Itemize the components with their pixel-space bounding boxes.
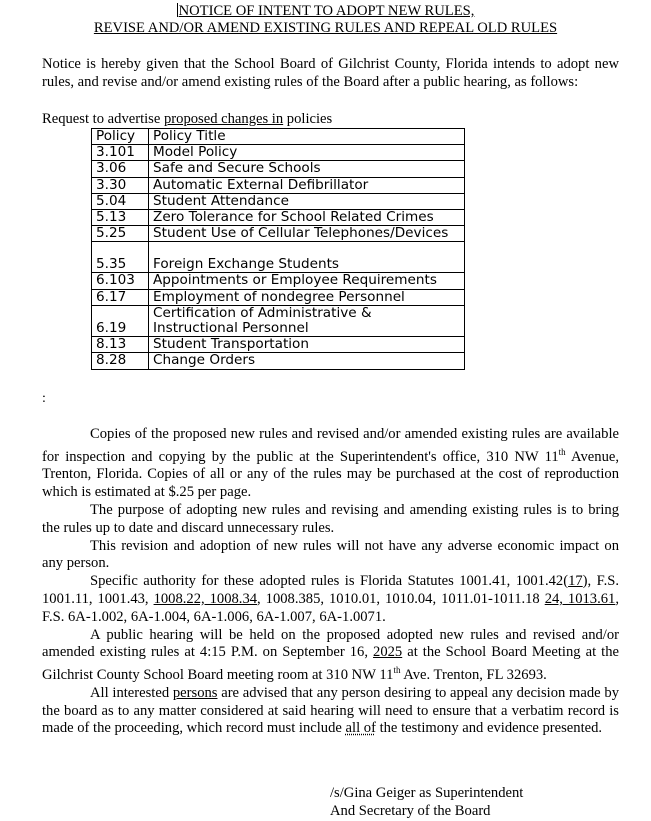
table-row bbox=[92, 305, 465, 336]
stray-colon: : bbox=[42, 391, 46, 406]
notice-title-line1: NOTICE OF INTENT TO ADOPT NEW RULES, bbox=[178, 3, 475, 19]
table-row bbox=[92, 353, 465, 369]
policy-title: Change Orders bbox=[149, 353, 465, 369]
table-row bbox=[92, 161, 465, 177]
paragraph-purpose: The purpose of adopting new rules and revising and amending existing rules is to bring the rules up to date and discard unnecessary rules. bbox=[42, 502, 619, 536]
policy-title: Student Attendance bbox=[149, 193, 465, 209]
table-header-row bbox=[92, 129, 465, 145]
paragraph-appeal: All interested persons are advised that any person desiring to appeal any decision made by the board as to any matter considered at said hearing will need to ensure that a verbatim record is made of the proceeding, which record must include all of the testimony and evidence presented. bbox=[42, 684, 619, 737]
policy-title: Safe and Secure Schools bbox=[149, 161, 465, 177]
table-row bbox=[92, 145, 465, 161]
policy-title: Automatic External Defibrillator bbox=[149, 177, 465, 193]
signature-title: And Secretary of the Board bbox=[330, 803, 491, 819]
table-row bbox=[92, 226, 465, 242]
policy-number: 8.13 bbox=[92, 337, 149, 353]
policy-table bbox=[91, 128, 465, 370]
policy-title: Zero Tolerance for School Related Crimes bbox=[149, 210, 465, 226]
table-row bbox=[92, 242, 465, 273]
table-row bbox=[92, 210, 465, 226]
policy-title: Certification of Administrative & Instructional Personnel bbox=[149, 305, 465, 336]
paragraph-hearing: A public hearing will be held on the proposed adopted new rules and revised and/or amended existing rules at 4:15 P.M. on September 16, 2025 at the School Board Meeting at the Gilchrist County School Board meeting room at 310 NW 11th Ave. Trenton, FL 32693. bbox=[42, 626, 619, 684]
policy-number: 5.04 bbox=[92, 193, 149, 209]
policy-title: Student Transportation bbox=[149, 337, 465, 353]
policy-number: 3.101 bbox=[92, 145, 149, 161]
policy-title: Employment of nondegree Personnel bbox=[149, 289, 465, 305]
column-header-policy: Policy bbox=[92, 129, 149, 145]
policy-number: 5.25 bbox=[92, 226, 149, 242]
paragraph-authority: Specific authority for these adopted rules is Florida Statutes 1001.41, 1001.42(17), F.S. 1001.11, 1001.43, 1008.22, 1008.34, 1008.385, 1010.01, 1010.04, 1011.01-1011.18 24, 1013.61, F.S. 6A-1.002, 6A-1.004, 6A-1.006, 6A-1.007, 6A-1.0071. bbox=[42, 573, 619, 625]
notice-intro: Notice is hereby given that the School Board of Gilchrist County, Florida intends to adopt new rules, and revise and/or amend existing rules of the Board after a public hearing, as follows: bbox=[42, 56, 619, 90]
policy-title: Model Policy bbox=[149, 145, 465, 161]
notice-title-line2: REVISE AND/OR AMEND EXISTING RULES AND REPEAL OLD RULES bbox=[93, 20, 558, 36]
notice-body bbox=[42, 426, 619, 738]
paragraph-economic-impact: This revision and adoption of new rules will not have any adverse economic impact on any person. bbox=[42, 537, 619, 572]
policy-title: Student Use of Cellular Telephones/Devices bbox=[149, 226, 465, 242]
table-row bbox=[92, 273, 465, 289]
signature-line: /s/Gina Geiger as Superintendent bbox=[330, 785, 524, 801]
request-line: Request to advertise proposed changes in policies bbox=[42, 111, 333, 127]
table-row bbox=[92, 193, 465, 209]
policy-number: 5.35 bbox=[92, 242, 149, 273]
policy-title: Appointments or Employee Requirements bbox=[149, 273, 465, 289]
paragraph-copies: Copies of the proposed new rules and revised and/or amended existing rules are available for inspection and copying by the public at the Superintendent's office, 310 NW 11th Avenue, Trenton, Florida. Copies of all or any of the rules may be purchased at the cost of reproduction which is estimated at $.25 per page. bbox=[42, 426, 620, 501]
column-header-title: Policy Title bbox=[149, 129, 465, 145]
policy-title: Foreign Exchange Students bbox=[149, 242, 465, 273]
policy-number: 3.30 bbox=[92, 177, 149, 193]
table-row bbox=[92, 289, 465, 305]
policy-number: 6.17 bbox=[92, 289, 149, 305]
table-row bbox=[92, 337, 465, 353]
policy-number: 5.13 bbox=[92, 210, 149, 226]
policy-number: 6.103 bbox=[92, 273, 149, 289]
policy-number: 8.28 bbox=[92, 353, 149, 369]
table-row bbox=[92, 177, 465, 193]
policy-number: 6.19 bbox=[92, 305, 149, 336]
policy-number: 3.06 bbox=[92, 161, 149, 177]
